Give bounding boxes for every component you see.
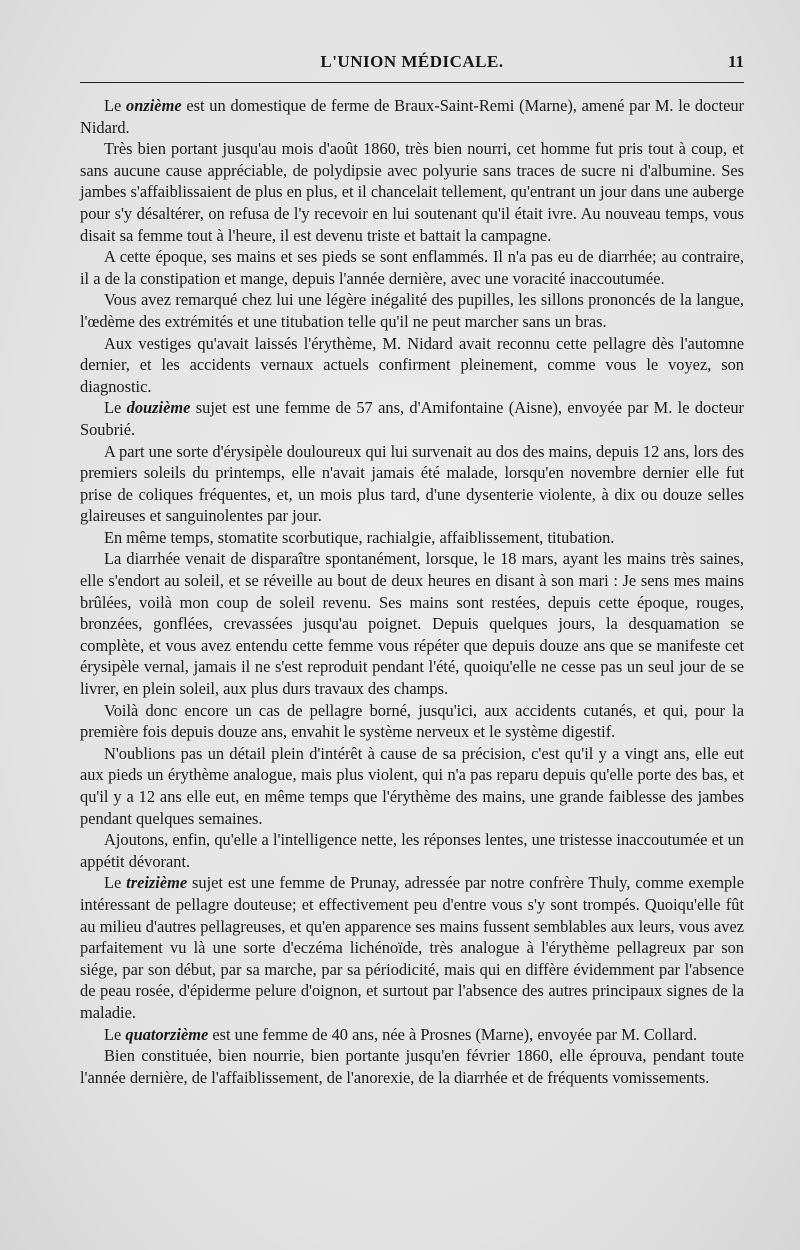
running-title: L'UNION MÉDICALE. xyxy=(320,52,504,71)
paragraph: Le quatorzième est une femme de 40 ans, née à Prosnes (Marne), envoyée par M. Collard. xyxy=(104,1024,698,1044)
paragraph: N'oublions pas un détail plein d'intérêt à cause de sa précision, c'est qu'il y a vingt ans, elle eut aux pieds un érythème analogue, mais plus violent, qui n'a pas reparu depuis qu'elle porte des bas, et qu'il y a 12 ans elle eut, en même temps que l'érythème des mains, une grande faiblesse des jambes pendant quelques semaines. xyxy=(80,743,744,828)
paragraph: La diarrhée venait de disparaître spontanément, lorsque, le 18 mars, ayant les mains très saines, elle s'endort au soleil, et se réveille au bout de deux heures en disant à son mari : Je sens mes mains brûlées, voilà mon coup de soleil revenu. Ses mains sont restées, depuis cette époque, rouges, bronzées, gonflées, crevassées jusqu'au poignet. Depuis quelques jours, la desquamation se complète, et vous avez entendu cette femme vous répéter que depuis douze ans que se manifeste cet érysipèle vernal, jamais il ne s'est reproduit pendant l'été, quoiqu'elle ne cesse pas un seul jour de se livrer, en plein soleil, aux plus durs travaux des champs. xyxy=(80,549,744,699)
paragraph: Vous avez remarqué chez lui une légère inégalité des pupilles, les sillons prononcés de la langue, l'œdème des extrémités et une titubation telle qu'il ne peut marcher sans un bras. xyxy=(80,290,744,331)
page-number: 11 xyxy=(727,52,744,71)
header-rule xyxy=(80,82,744,83)
paragraph: A cette époque, ses mains et ses pieds se sont enflammés. Il n'a pas eu de diarrhée; au contraire, il a de la constipation et mange, depuis l'année dernière, avec une voracité inaccoutumée. xyxy=(80,247,744,288)
paragraph: Bien constituée, bien nourrie, bien portante jusqu'en février 1860, elle éprouva, pendant toute l'année dernière, de l'affaiblissement, de l'anorexie, de la diarrhée et de fréquents vomissements. xyxy=(80,1046,744,1087)
body-text xyxy=(80,95,744,1088)
paragraph: Aux vestiges qu'avait laissés l'érythème, M. Nidard avait reconnu cette pellagre dès l'automne dernier, et les accidents vernaux actuels confirment pleinement, comme vous le voyez, son diagnostic. xyxy=(80,333,744,396)
paragraph: Le treizième sujet est une femme de Prunay, adressée par notre confrère Thuly, comme exemple intéressant de pellagre douteuse; et effectivement peu d'entre vous s'y sont trompés. Quoiqu'elle fût au milieu d'autres pellagreuses, et qu'en apparence ses mains fussent semblables aux leurs, vous avez parfaitement vu là une sorte d'eczéma lichénoïde, très analogue à l'érythème pellagreux par son siége, par son début, par sa marche, par sa périodicité, mais qui en diffère évidemment par l'absence de peau rosée, d'épiderme pelure d'oignon, et surtout par l'absence des autres principaux signes de la maladie. xyxy=(80,873,744,1022)
paragraph: En même temps, stomatite scorbutique, rachialgie, affaiblissement, titubation. xyxy=(104,527,615,547)
paragraph: A part une sorte d'érysipèle douloureux qui lui survenait au dos des mains, depuis 12 ans, lors des premiers soleils du printemps, elle n'avait jamais été malade, lorsqu'en novembre dernier elle fut prise de coliques fréquentes, et, un mois plus tard, d'une dysenterie violente, à dix ou douze selles glaireuses et sanguinolentes par jour. xyxy=(80,441,744,526)
paragraph: Le onzième est un domestique de ferme de Braux-Saint-Remi (Marne), amené par M. le docteur Nidard. xyxy=(80,96,745,137)
paragraph: Voilà donc encore un cas de pellagre borné, jusqu'ici, aux accidents cutanés, et qui, pour la première fois depuis douze ans, envahit le système nerveux et le système digestif. xyxy=(80,700,744,742)
paragraph: Très bien portant jusqu'au mois d'août 1860, très bien nourri, cet homme fut pris tout à coup, et sans aucune cause appréciable, de polydipsie avec polyurie sans traces de sucre ni d'albumine. Ses jambes s'affaiblissaient de plus en plus, et il chancelait tellement, qu'entrant un jour dans une auberge pour s'y désaltérer, on refusa de l'y recevoir en lui soutenant qu'il était ivre. Au nouveau temps, vous disait sa femme tout à l'heure, il est devenu triste et battait la campagne. xyxy=(80,139,744,245)
paragraph: Le douzième sujet est une femme de 57 ans, d'Amifontaine (Aisne), envoyée par M. le docteur Soubrié. xyxy=(80,398,745,439)
paragraph: Ajoutons, enfin, qu'elle a l'intelligence nette, les réponses lentes, une tristesse inaccoutumée et un appétit dévorant. xyxy=(80,830,744,871)
page-header xyxy=(80,48,744,78)
